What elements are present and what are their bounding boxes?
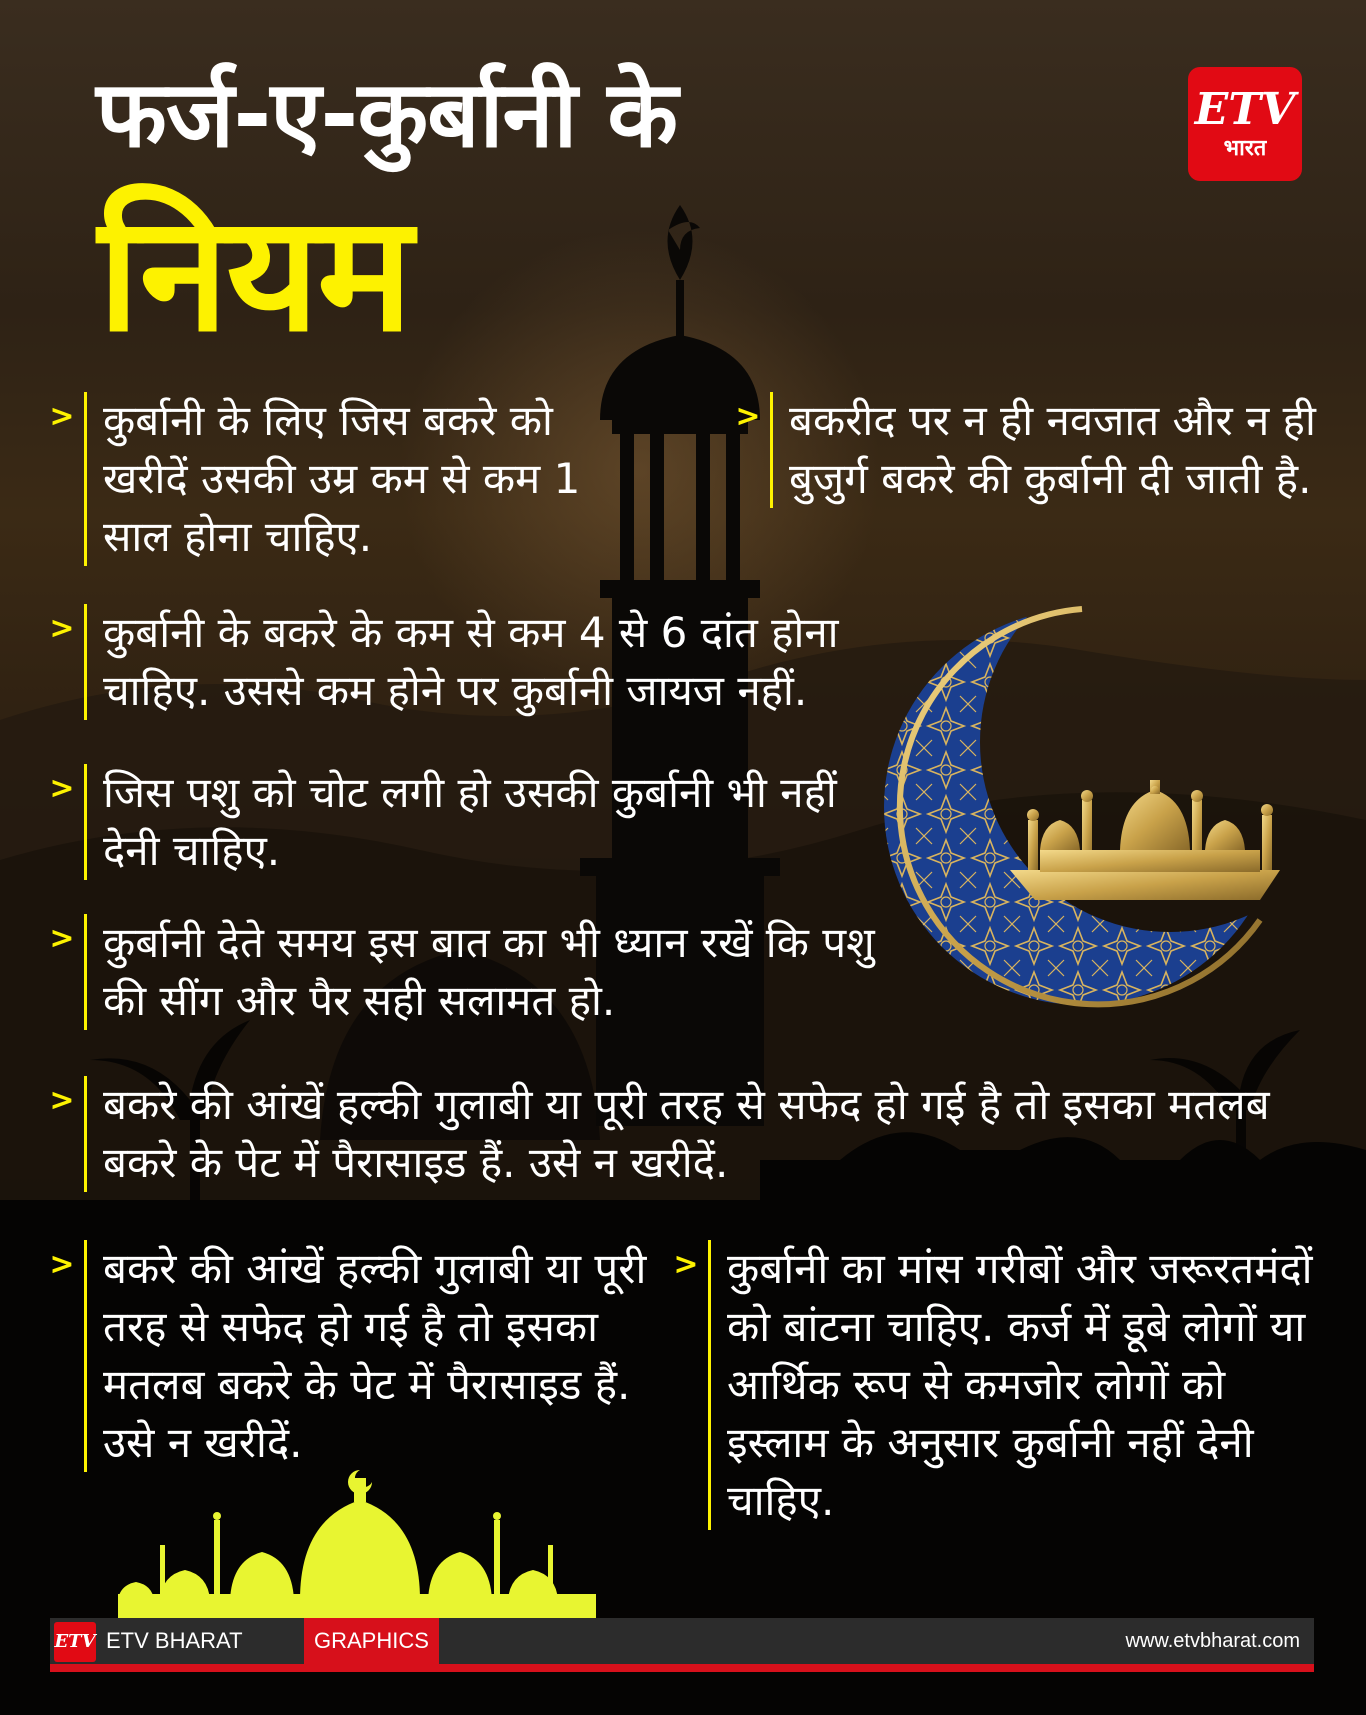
rule-text: जिस पशु को चोट लगी हो उसकी कुर्बानी भी नहीं देनी चाहिए. [84,764,848,880]
footer-graphics-tag: GRAPHICS [304,1618,439,1664]
logo-subtitle: भारत [1223,136,1267,161]
chevron-right-icon: > [49,399,75,434]
chevron-right-icon: > [49,1247,75,1282]
rule-text: बकरीद पर न ही नवजात और न ही बुजुर्ग बकरे की कुर्बानी दी जाती है. [770,392,1334,508]
footer-brand: ETV BHARAT [106,1628,243,1653]
rule-item [48,764,848,880]
footer-url[interactable]: www.etvbharat.com [1125,1630,1300,1652]
rule-item [48,604,918,720]
rule-item [48,914,908,1030]
footer-bar [50,1618,1314,1672]
footer-logo: ETV [54,1622,96,1662]
chevron-right-icon: > [49,921,75,956]
rule-text: कुर्बानी देते समय इस बात का भी ध्यान रखें कि पशु की सींग और पैर सही सलामत हो. [84,914,908,1030]
rule-text: बकरे की आंखें हल्की गुलाबी या पूरी तरह से सफेद हो गई है तो इसका मतलब बकरे के पेट में पैरासाइड हैं. उसे न खरीदें. [84,1240,648,1472]
chevron-right-icon: > [49,611,75,646]
rule-item [48,1240,648,1472]
rule-item [48,1076,1288,1192]
page-title-highlight: नियम [98,180,411,367]
rule-text: कुर्बानी के लिए जिस बकरे को खरीदें उसकी उम्र कम से कम 1 साल होना चाहिए. [84,392,618,566]
chevron-right-icon: > [49,1083,75,1118]
logo-mark: ETV [1194,84,1296,135]
chevron-right-icon: > [673,1247,699,1282]
rule-item [734,392,1334,508]
page-title: फर्ज-ए-कुर्बानी के [96,61,678,168]
rule-text: बकरे की आंखें हल्की गुलाबी या पूरी तरह से सफेद हो गई है तो इसका मतलब बकरे के पेट में पैरासाइड हैं. उसे न खरीदें. [84,1076,1288,1192]
chevron-right-icon: > [49,771,75,806]
etv-bharat-logo [1188,67,1302,181]
rule-text: कुर्बानी के बकरे के कम से कम 4 से 6 दांत होना चाहिए. उससे कम होने पर कुर्बानी जायज नहीं. [84,604,918,720]
chevron-right-icon: > [735,399,761,434]
rule-item [48,392,618,566]
rule-text: कुर्बानी का मांस गरीबों और जरूरतमंदों को बांटना चाहिए. कर्ज में डूबे लोगों या आर्थिक रूप से कमजोर लोगों को इस्लाम के अनुसार कुर्बानी नहीं देनी चाहिए. [708,1240,1322,1530]
rule-item [672,1240,1322,1530]
